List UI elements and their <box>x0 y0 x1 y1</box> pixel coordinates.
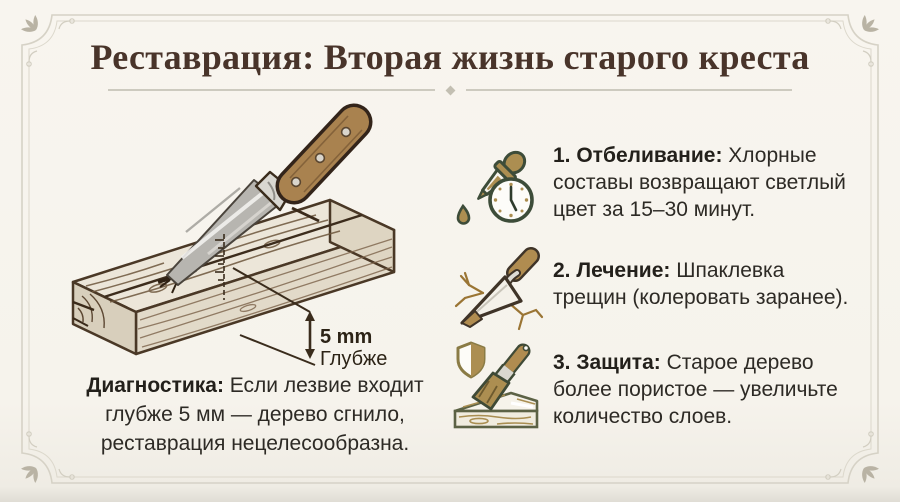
depth-direction-label: Глубже <box>320 348 388 370</box>
step-text: 2. Лечение: Шпаклевка трещин (колеровать заранее). <box>553 259 849 309</box>
divider-line-left <box>108 89 435 91</box>
page-title: Реставрация: Вторая жизнь старого креста <box>90 37 810 77</box>
caption-text: Если лезвие входит глубже 5 мм — дерево сгнило, реставрация нецелесообразна. <box>100 374 424 455</box>
caption-keyword: Диагностика: <box>86 374 224 397</box>
step-label: 3. Защита: <box>553 351 661 374</box>
knife-depth-illustration <box>58 96 442 376</box>
shield-brush-icon <box>449 337 545 433</box>
trowel-crack-icon <box>449 243 545 339</box>
diagnostics-caption <box>66 372 444 459</box>
step-label: 1. Отбеливание: <box>553 144 723 167</box>
step-text: 1. Отбеливание: Хлорные составы возвращают светлый цвет за 15–30 минут. <box>553 144 846 221</box>
step-treatment <box>449 243 861 339</box>
step-bleaching <box>449 136 861 232</box>
depth-value-label: 5 mm <box>320 326 373 348</box>
step-protection <box>449 337 861 433</box>
step-text: 3. Защита: Старое дерево более пористое — увеличьте количество слоев. <box>553 351 838 428</box>
restoration-steps <box>449 0 869 502</box>
dropper-clock-icon <box>449 136 545 232</box>
step-label: 2. Лечение: <box>553 259 671 282</box>
